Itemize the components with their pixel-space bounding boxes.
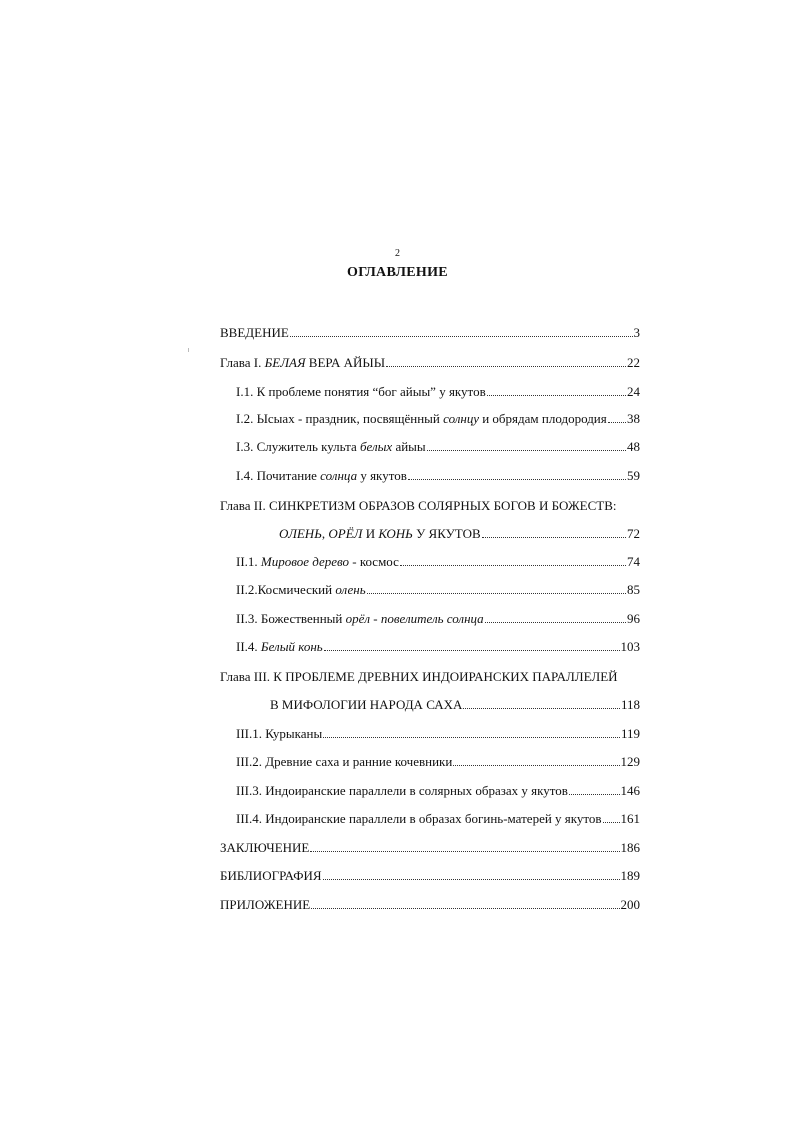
leader-dots bbox=[310, 839, 619, 852]
label-italic: белых bbox=[359, 439, 393, 454]
toc-entry-conclusion[interactable] bbox=[220, 839, 640, 857]
label-part: у якутов bbox=[357, 468, 407, 483]
toc-entry-label bbox=[236, 467, 407, 485]
label-part: и обрядам плодородия bbox=[478, 411, 607, 426]
toc-entry-page: 118 bbox=[620, 697, 640, 712]
label-italic: БЕЛАЯ bbox=[264, 355, 306, 370]
label-part: И bbox=[362, 526, 379, 541]
toc-entry-page: 189 bbox=[620, 868, 640, 883]
label-part: II.3. Божественный bbox=[236, 611, 346, 626]
toc-entry-introduction[interactable] bbox=[220, 324, 640, 342]
toc-entry-section-2-4[interactable] bbox=[236, 638, 640, 656]
toc-entry-label bbox=[236, 553, 399, 571]
toc-entry-page: 200 bbox=[620, 897, 640, 912]
leader-dots bbox=[463, 696, 620, 709]
toc-entry-page: 186 bbox=[620, 840, 640, 855]
toc-entry-label bbox=[220, 354, 385, 372]
label-italic: ОРЁЛ bbox=[328, 526, 363, 541]
toc-entry-label: Глава III. К ПРОБЛЕМЕ ДРЕВНИХ ИНДОИРАНСКИХ ПАРАЛЛЕЛЕЙ bbox=[220, 669, 618, 684]
leader-dots bbox=[386, 354, 626, 367]
toc-entry-page: 119 bbox=[620, 726, 640, 741]
leader-dots bbox=[311, 896, 619, 909]
toc-entry-label: I.1. К проблеме понятия “бог айыы” у якутов bbox=[236, 384, 486, 399]
leader-dots bbox=[408, 467, 626, 480]
toc-entry-label bbox=[236, 410, 607, 428]
toc-entry-chapter-1[interactable] bbox=[220, 354, 640, 372]
leader-dots bbox=[323, 867, 620, 880]
toc-entry-page: 161 bbox=[620, 811, 640, 826]
leader-dots bbox=[485, 610, 626, 623]
toc-entry-section-2-1[interactable] bbox=[236, 553, 640, 571]
label-italic: ОЛЕНЬ bbox=[279, 526, 322, 541]
toc-entry-section-1-1[interactable] bbox=[236, 383, 640, 401]
scan-speck bbox=[188, 348, 189, 352]
label-part: айыы bbox=[392, 439, 426, 454]
leader-dots bbox=[367, 581, 626, 594]
toc-entry-label bbox=[236, 610, 484, 628]
label-part: - космос bbox=[349, 554, 399, 569]
toc-entry-page: 38 bbox=[627, 411, 640, 426]
label-italic: солнца bbox=[320, 468, 358, 483]
toc-entry-page: 22 bbox=[627, 355, 640, 370]
toc-entry-label: ВВЕДЕНИЕ bbox=[220, 325, 289, 340]
label-part: II.1. bbox=[236, 554, 261, 569]
toc-entry-chapter-3[interactable] bbox=[220, 668, 640, 686]
toc-entry-section-1-4[interactable] bbox=[236, 467, 640, 485]
toc-entry-page: 48 bbox=[627, 439, 640, 454]
leader-dots bbox=[569, 782, 620, 795]
label-part: I.2. Ысыах - праздник, посвящённый bbox=[236, 411, 444, 426]
toc-entry-label bbox=[236, 638, 323, 656]
leader-dots bbox=[324, 638, 620, 651]
label-part: , bbox=[321, 526, 329, 541]
toc-entry-label: III.4. Индоиранские параллели в образах богинь-матерей у якутов bbox=[236, 811, 602, 826]
label-italic: орёл - повелитель солнца bbox=[345, 611, 484, 626]
label-italic: Белый конь bbox=[260, 639, 323, 654]
leader-dots bbox=[487, 383, 626, 396]
leader-dots bbox=[427, 438, 626, 451]
toc-entry-page: 129 bbox=[620, 754, 640, 769]
toc-entry-section-3-2[interactable] bbox=[236, 753, 640, 771]
toc-entry-section-3-3[interactable] bbox=[236, 782, 640, 800]
toc-entry-page: 85 bbox=[627, 582, 640, 597]
toc-entry-section-1-3[interactable] bbox=[236, 438, 640, 456]
label-italic: олень bbox=[335, 582, 366, 597]
toc-entry-section-3-1[interactable] bbox=[236, 725, 640, 743]
toc-entry-page: 96 bbox=[627, 611, 640, 626]
leader-dots bbox=[290, 324, 633, 337]
toc-entry-bibliography[interactable] bbox=[220, 867, 640, 885]
toc-entry-label: ЗАКЛЮЧЕНИЕ bbox=[220, 840, 310, 855]
toc-entry-label bbox=[279, 525, 481, 543]
toc-entry-chapter-2[interactable] bbox=[220, 497, 640, 515]
label-part: II.4. bbox=[236, 639, 261, 654]
toc-entry-label: ПРИЛОЖЕНИЕ bbox=[220, 897, 311, 912]
label-italic: КОНЬ bbox=[378, 526, 413, 541]
toc-entry-section-2-2[interactable] bbox=[236, 581, 640, 599]
toc-title: ОГЛАВЛЕНИЕ bbox=[347, 265, 448, 280]
leader-dots bbox=[608, 410, 626, 423]
label-part: У ЯКУТОВ bbox=[412, 526, 481, 541]
label-part: II.2.Космический bbox=[236, 582, 336, 597]
leader-dots bbox=[603, 810, 620, 823]
toc-entry-section-3-4[interactable] bbox=[236, 810, 640, 828]
label-italic: солнцу bbox=[443, 411, 479, 426]
toc-entry-label bbox=[236, 438, 426, 456]
label-part: ВЕРА АЙЫЫ bbox=[305, 355, 386, 370]
leader-dots bbox=[400, 553, 626, 566]
toc-entry-label: Глава II. СИНКРЕТИЗМ ОБРАЗОВ СОЛЯРНЫХ БОГОВ И БОЖЕСТВ: bbox=[220, 498, 617, 513]
toc-entry-page: 103 bbox=[620, 639, 640, 654]
toc-entry-label: БИБЛИОГРАФИЯ bbox=[220, 868, 322, 883]
toc-entry-label bbox=[236, 581, 366, 599]
toc-entry-chapter-3-continued[interactable] bbox=[270, 696, 640, 714]
page-number: 2 bbox=[395, 248, 400, 259]
toc-entry-page: 3 bbox=[633, 325, 640, 340]
toc-entry-label: III.2. Древние саха и ранние кочевники bbox=[236, 754, 453, 769]
toc-entry-label: В МИФОЛОГИИ НАРОДА САХА bbox=[270, 697, 463, 712]
toc-entry-page: 74 bbox=[627, 554, 640, 569]
toc-entry-page: 24 bbox=[627, 384, 640, 399]
leader-dots bbox=[323, 725, 620, 738]
toc-entry-page: 146 bbox=[620, 783, 640, 798]
toc-entry-appendix[interactable] bbox=[220, 896, 640, 914]
leader-dots bbox=[482, 525, 626, 538]
toc-entry-section-2-3[interactable] bbox=[236, 610, 640, 628]
toc-entry-page: 59 bbox=[627, 468, 640, 483]
toc-entry-section-1-2[interactable] bbox=[236, 410, 640, 428]
toc-entry-chapter-2-continued[interactable] bbox=[279, 525, 640, 543]
label-part: Глава I. bbox=[220, 355, 265, 370]
label-part: I.4. Почитание bbox=[236, 468, 321, 483]
toc-entry-label: III.1. Курыканы bbox=[236, 726, 323, 741]
toc-entry-label: III.3. Индоиранские параллели в солярных образах у якутов bbox=[236, 783, 568, 798]
toc-entry-page: 72 bbox=[627, 526, 640, 541]
label-italic: Мировое дерево bbox=[260, 554, 349, 569]
label-part: I.3. Служитель культа bbox=[236, 439, 360, 454]
leader-dots bbox=[453, 753, 619, 766]
